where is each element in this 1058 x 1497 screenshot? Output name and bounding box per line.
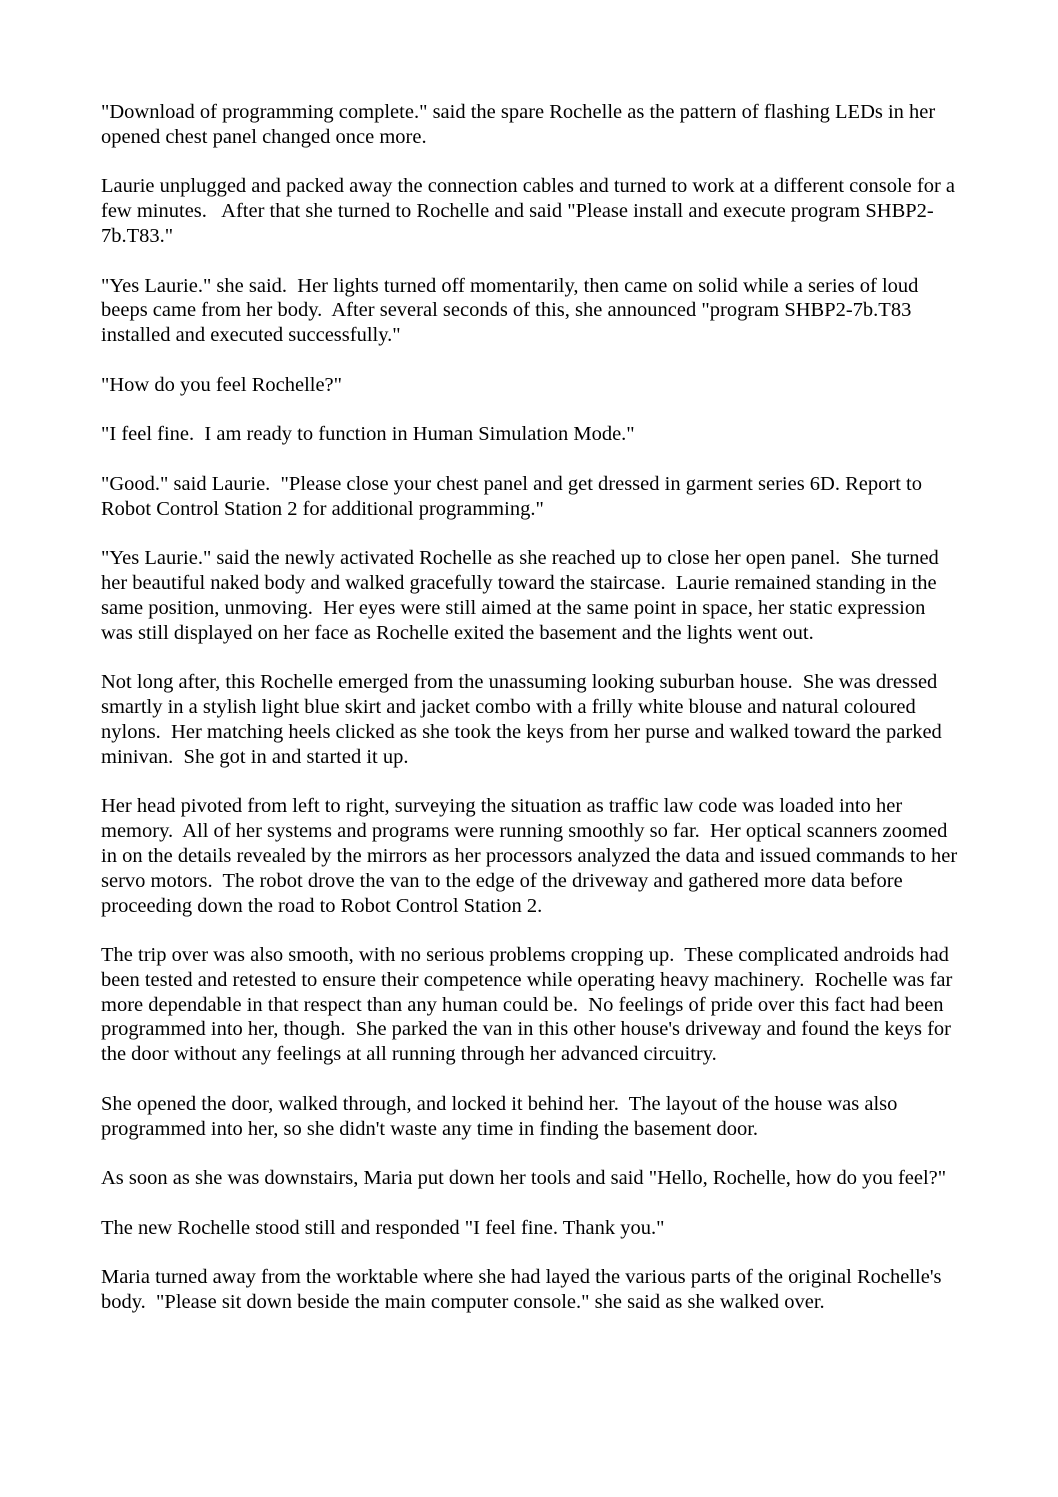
- paragraph: Not long after, this Rochelle emerged from the unassuming looking suburban house. She was dressed smartly in a stylish light blue skirt and jacket combo with a frilly white blouse and natural coloured nylons. Her matching heels clicked as she took the keys from her purse and walked toward the parked minivan. She got in and started it up.: [101, 671, 947, 768]
- paragraph: As soon as she was downstairs, Maria put down her tools and said "Hello, Rochelle, how do you feel?": [101, 1167, 947, 1190]
- paragraph: Laurie unplugged and packed away the connection cables and turned to work at a different console for a few minutes. After that she turned to Rochelle and said "Please install and execute program SHBP2-7b.T83.": [101, 175, 961, 247]
- paragraph: She opened the door, walked through, and locked it behind her. The layout of the house was also programmed into her, so she didn't waste any time in finding the basement door.: [101, 1092, 903, 1140]
- document-text: [101, 100, 961, 1315]
- paragraph: Her head pivoted from left to right, surveying the situation as traffic law code was loaded into her memory. All of her systems and programs were running smoothly so far. Her optical scanners zoomed in on the details revealed by the mirrors as her processors analyzed the data and issued commands to her servo motors. The robot drove the van to the edge of the driveway and gathered more data before proceeding down the road to Robot Control Station 2.: [101, 795, 963, 917]
- paragraph: "How do you feel Rochelle?": [101, 373, 343, 396]
- paragraph: The new Rochelle stood still and responded "I feel fine. Thank you.": [101, 1216, 665, 1239]
- paragraph: "Yes Laurie." she said. Her lights turned off momentarily, then came on solid while a series of loud beeps came from her body. After several seconds of this, she announced "program SHBP2-7b.T83 installed and executed successfully.": [101, 274, 924, 347]
- paragraph: The trip over was also smooth, with no serious problems cropping up. These complicated androids had been tested and retested to ensure their competence while operating heavy machinery. Rochelle was far more dependable in that respect than any human could be. No feelings of pride over this fact had been programmed into her, though. She parked the van in this other house's driveway and found the keys for the door without any feelings at all running through her advanced circuitry.: [101, 944, 958, 1066]
- paragraph: "Download of programming complete." said the spare Rochelle as the pattern of flashing LEDs in her opened chest panel changed once more.: [101, 101, 941, 148]
- paragraph: "Good." said Laurie. "Please close your chest panel and get dressed in garment series 6D. Report to Robot Control Station 2 for additional programming.": [101, 472, 928, 520]
- paragraph: "Yes Laurie." said the newly activated Rochelle as she reached up to close her open panel. She turned her beautiful naked body and walked gracefully toward the staircase. Laurie remained standing in the same position, unmoving. Her eyes were still aimed at the same point in space, her static expression was still displayed on her face as Rochelle exited the basement and the lights went out.: [101, 547, 944, 644]
- paragraph: "I feel fine. I am ready to function in Human Simulation Mode.": [101, 423, 635, 446]
- paragraph: Maria turned away from the worktable where she had layed the various parts of the original Rochelle's body. "Please sit down beside the main computer console." she said as she walked over.: [101, 1266, 947, 1314]
